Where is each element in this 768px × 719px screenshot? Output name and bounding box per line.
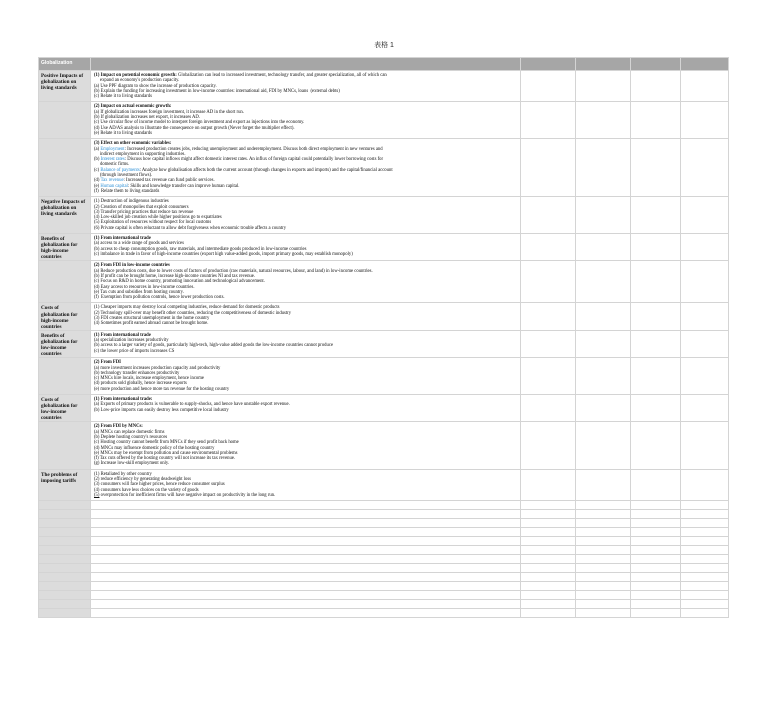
- empty-cell[interactable]: [631, 303, 681, 330]
- empty-cell[interactable]: [521, 303, 576, 330]
- list-item: (b) Explain the funding for increasing investment in low-income countries: international aid, FDI by MNCs, loans (external debts): [94, 88, 340, 94]
- section-heading: (1) From international trade: [94, 332, 151, 338]
- empty-cell[interactable]: [576, 261, 631, 303]
- list-item: (b) If profit can be brought home, increase high-income countries NI and tax revenue.: [94, 273, 256, 279]
- empty-cell[interactable]: [521, 609, 576, 618]
- empty-cell[interactable]: [576, 600, 631, 609]
- spreadsheet-table[interactable]: [38, 57, 729, 618]
- empty-cell[interactable]: [681, 469, 729, 500]
- list-item: (d) products sold globally, hence increase exports: [94, 381, 187, 387]
- empty-cell[interactable]: [576, 197, 631, 234]
- empty-cell[interactable]: [521, 591, 576, 600]
- empty-cell[interactable]: [576, 395, 631, 422]
- list-item: (3) Transfer pricing practices that reduce tax revenue: [94, 209, 194, 215]
- empty-cell[interactable]: [681, 582, 729, 591]
- row-label-cell[interactable]: Benefits of globalization for low-income countries: [39, 330, 91, 357]
- empty-cell[interactable]: [631, 546, 681, 555]
- empty-cell[interactable]: [576, 71, 631, 102]
- empty-cell[interactable]: [576, 591, 631, 600]
- empty-cell[interactable]: [681, 510, 729, 519]
- list-item: (a) specialization increases productivity: [94, 338, 169, 344]
- section-heading: (2) Impact on actual economic growth:: [94, 104, 172, 110]
- list-item: (a) Reduce production costs, due to lower costs of factors of production (raw materials, natural resources, labour, and land) in low-income countries.: [94, 268, 373, 274]
- list-item: (e) Human capital: Skills and knowledge transfer can improve human capital.: [94, 183, 240, 189]
- row-label-cell[interactable]: Positive Impacts of globalization on living standards: [39, 71, 91, 102]
- list-item: indirect employment in supporting industries.: [100, 151, 186, 157]
- row-label-cell[interactable]: [39, 609, 91, 618]
- row-label-cell[interactable]: [39, 261, 91, 303]
- empty-row: [39, 546, 729, 555]
- empty-row: [39, 591, 729, 600]
- empty-row: [39, 501, 729, 510]
- empty-row: [39, 555, 729, 564]
- empty-cell[interactable]: [91, 600, 521, 609]
- header-cell[interactable]: Globalization: [39, 58, 91, 71]
- empty-cell[interactable]: [576, 510, 631, 519]
- list-item: (c) Relate it to living standards: [94, 94, 152, 100]
- list-item: (6) Private capital is often reluctant to allow debt forgiveness when economic trouble affects a country: [94, 225, 287, 231]
- list-item: (g) Increase low-skill employment only.: [94, 461, 170, 467]
- empty-cell[interactable]: [576, 234, 631, 261]
- list-item: (b) If globalization increases net export, it increases AD.: [94, 115, 200, 121]
- row-content-cell[interactable]: [91, 358, 521, 395]
- empty-cell[interactable]: [576, 102, 631, 139]
- table-row: [39, 102, 729, 139]
- empty-cell[interactable]: [521, 510, 576, 519]
- list-item: (1) Cheaper imports may destroy local competing industries, reduce demand for domestic products: [94, 305, 280, 311]
- empty-cell[interactable]: [631, 591, 681, 600]
- list-item: domestic firms.: [100, 162, 130, 168]
- row-content-cell[interactable]: [91, 469, 521, 500]
- list-item: (c) Use circular flow of income model to interpret foreign investment and export as injections into the economy.: [94, 120, 305, 126]
- row-content-cell[interactable]: [91, 102, 521, 139]
- row-label-cell[interactable]: [39, 519, 91, 528]
- empty-cell[interactable]: [91, 546, 521, 555]
- empty-cell[interactable]: [91, 528, 521, 537]
- row-label-cell[interactable]: Benefits of globalization for high-income countries: [39, 234, 91, 261]
- list-item: (e) more production and hence more tax revenue for the hosting country: [94, 386, 230, 392]
- empty-cell[interactable]: [631, 139, 681, 197]
- empty-cell[interactable]: [631, 528, 681, 537]
- empty-cell[interactable]: [631, 71, 681, 102]
- empty-cell[interactable]: [521, 422, 576, 469]
- empty-cell[interactable]: [91, 573, 521, 582]
- list-item: (2) Technology spill-over may benefit other countries, reducing the competitiveness of domestic industry: [94, 310, 292, 316]
- section-heading: (3) Effect on other economic variables:: [94, 141, 172, 147]
- row-content-cell[interactable]: [91, 234, 521, 261]
- empty-cell[interactable]: [681, 197, 729, 234]
- empty-cell[interactable]: [681, 102, 729, 139]
- empty-cell[interactable]: [576, 609, 631, 618]
- list-item: (5) overprotection for inefficient firms will have negative impact on productivity in the long run.: [94, 492, 276, 498]
- list-item: expand an economy's production capacity.: [100, 78, 180, 84]
- empty-cell[interactable]: [631, 501, 681, 510]
- empty-cell[interactable]: [681, 358, 729, 395]
- list-item: (c) the lower price of imports increases CS: [94, 348, 175, 354]
- table-row: [39, 139, 729, 197]
- section-heading: (1) From international trade: [94, 236, 151, 242]
- empty-cell[interactable]: [631, 469, 681, 500]
- row-content-cell[interactable]: [91, 303, 521, 330]
- section-heading: (1) Impact on potential economic growth: Globalization can lead to increased investment, technology transfer, and greater specialization, all of which can: [94, 73, 387, 78]
- list-item: (d) Use AD/AS analysis to illustrate the consequence on output growth (Never forget the multiplier effect).: [94, 125, 295, 131]
- empty-cell[interactable]: [576, 501, 631, 510]
- empty-cell[interactable]: [521, 519, 576, 528]
- row-label-cell[interactable]: [39, 139, 91, 197]
- empty-cell[interactable]: [631, 600, 681, 609]
- empty-cell[interactable]: [521, 261, 576, 303]
- empty-cell[interactable]: [681, 573, 729, 582]
- row-label-cell[interactable]: [39, 510, 91, 519]
- empty-cell[interactable]: [576, 303, 631, 330]
- empty-cell[interactable]: [521, 330, 576, 357]
- empty-cell[interactable]: [681, 528, 729, 537]
- empty-row: [39, 510, 729, 519]
- list-item: (a) MNCs can replace domestic firms: [94, 429, 165, 435]
- row-content-cell[interactable]: [91, 330, 521, 357]
- empty-cell[interactable]: [681, 139, 729, 197]
- row-content-cell[interactable]: [91, 261, 521, 303]
- empty-row: [39, 564, 729, 573]
- empty-cell[interactable]: [681, 537, 729, 546]
- empty-row: [39, 609, 729, 618]
- empty-cell[interactable]: [521, 197, 576, 234]
- section-heading: (2) From FDI in low-income countries: [94, 263, 170, 269]
- table-row: [39, 469, 729, 500]
- empty-cell[interactable]: [576, 537, 631, 546]
- empty-cell[interactable]: [681, 609, 729, 618]
- row-label-cell[interactable]: The problems of imposing tariffs: [39, 469, 91, 500]
- list-item: (f) Tax cuts offered by the hosting country will not increase its tax revenue.: [94, 456, 236, 462]
- empty-cell[interactable]: [91, 591, 521, 600]
- empty-cell[interactable]: [521, 537, 576, 546]
- row-label-cell[interactable]: [39, 555, 91, 564]
- empty-cell[interactable]: [681, 71, 729, 102]
- empty-cell[interactable]: [631, 519, 681, 528]
- empty-cell[interactable]: [681, 564, 729, 573]
- list-item: (e) Relate it to living standards: [94, 130, 152, 136]
- empty-cell[interactable]: [681, 555, 729, 564]
- empty-cell[interactable]: [681, 330, 729, 357]
- empty-cell[interactable]: [91, 501, 521, 510]
- empty-row: [39, 519, 729, 528]
- row-label-cell[interactable]: [39, 358, 91, 395]
- empty-cell[interactable]: [521, 139, 576, 197]
- list-item: (5) Exploitation of resources without respect for local customs: [94, 220, 212, 226]
- empty-cell[interactable]: [576, 546, 631, 555]
- empty-cell[interactable]: [631, 573, 681, 582]
- section-heading: (2) From FDI by MNCs:: [94, 424, 143, 430]
- empty-cell[interactable]: [631, 102, 681, 139]
- empty-cell[interactable]: [521, 395, 576, 422]
- empty-cell[interactable]: [681, 261, 729, 303]
- row-label-cell[interactable]: [39, 582, 91, 591]
- table-row: [39, 358, 729, 395]
- list-item: (d) Easy access to resources in low-income countries.: [94, 284, 195, 290]
- table-row: [39, 71, 729, 102]
- empty-cell[interactable]: [631, 234, 681, 261]
- empty-cell[interactable]: [631, 261, 681, 303]
- empty-cell[interactable]: [631, 609, 681, 618]
- list-item: (through investment flows).: [100, 173, 153, 179]
- empty-cell[interactable]: [631, 510, 681, 519]
- row-label-cell[interactable]: [39, 102, 91, 139]
- list-item: (3) consumers will face higher prices, hence reduce consumer surplus: [94, 482, 225, 488]
- list-item: (f) Relate them to living standards: [94, 188, 160, 194]
- empty-cell[interactable]: [521, 234, 576, 261]
- list-item: (e) MNCs may be exempt from pollution and cause environmental problems: [94, 450, 238, 456]
- list-item: (b) Low-price imports can easily destroy less competitive local industry: [94, 407, 229, 413]
- list-item: (2) reduce efficiency by generating deadweight loss: [94, 477, 192, 483]
- list-item: (a) Exports of primary products is vulnerable to supply-shocks, and hence have unstable export revenue.: [94, 402, 290, 408]
- empty-cell[interactable]: [576, 555, 631, 564]
- empty-cell[interactable]: [521, 358, 576, 395]
- empty-cell[interactable]: [681, 395, 729, 422]
- list-item: (2) Creation of monopolies that exploit consumers: [94, 204, 189, 210]
- empty-cell[interactable]: [631, 395, 681, 422]
- empty-cell[interactable]: [681, 303, 729, 330]
- row-label-cell[interactable]: [39, 573, 91, 582]
- empty-cell[interactable]: [681, 519, 729, 528]
- empty-cell[interactable]: [681, 234, 729, 261]
- row-label-cell[interactable]: [39, 591, 91, 600]
- empty-cell[interactable]: [631, 197, 681, 234]
- empty-cell[interactable]: [521, 573, 576, 582]
- list-item: (a) Employment: Increased production creates jobs, reducing unemployment and underemployment. Discuss both direct employment in new ventures and: [94, 146, 383, 152]
- header-row: [39, 58, 729, 71]
- empty-cell[interactable]: [521, 582, 576, 591]
- empty-cell[interactable]: [681, 501, 729, 510]
- empty-cell[interactable]: [521, 564, 576, 573]
- section-heading: (1) From international trade:: [94, 397, 153, 402]
- empty-cell[interactable]: [576, 330, 631, 357]
- table-row: [39, 395, 729, 422]
- list-item: (a) access to a wide range of goods and services: [94, 241, 184, 247]
- empty-row: [39, 528, 729, 537]
- empty-cell[interactable]: [631, 422, 681, 469]
- empty-cell[interactable]: [576, 469, 631, 500]
- empty-cell[interactable]: [631, 555, 681, 564]
- row-label-cell[interactable]: [39, 528, 91, 537]
- header-cell-empty[interactable]: [521, 58, 576, 71]
- empty-cell[interactable]: [631, 330, 681, 357]
- empty-cell[interactable]: [91, 582, 521, 591]
- row-label-cell[interactable]: [39, 546, 91, 555]
- list-item: (b) Interest rates: Discuss how capital inflows might affect domestic interest rates. An influx of foreign capital could potentially lower borrowing costs for: [94, 157, 384, 163]
- empty-cell[interactable]: [681, 422, 729, 469]
- list-item: (4) Low-skilled job creation while higher positions go to expatriates: [94, 215, 222, 221]
- row-label-cell[interactable]: [39, 501, 91, 510]
- empty-cell[interactable]: [681, 546, 729, 555]
- empty-cell[interactable]: [91, 519, 521, 528]
- empty-cell[interactable]: [91, 537, 521, 546]
- list-item: (4) Sometimes profit earned abroad cannot be brought home.: [94, 321, 209, 327]
- empty-cell[interactable]: [521, 469, 576, 500]
- empty-cell[interactable]: [681, 600, 729, 609]
- empty-cell[interactable]: [91, 510, 521, 519]
- header-cell-empty[interactable]: [576, 58, 631, 71]
- table-row: [39, 261, 729, 303]
- list-item: (a) If globalization increases foreign investment, it increase AD in the short run.: [94, 109, 244, 115]
- list-item: (b) technology transfer enhances productivity: [94, 370, 180, 376]
- row-label-cell[interactable]: [39, 537, 91, 546]
- list-item: (c) Balance of payments: Analyze how globalisation affects both the current account (through changes in exports and imports) and the capital/financial account: [94, 167, 393, 173]
- empty-cell[interactable]: [521, 600, 576, 609]
- table-row: [39, 422, 729, 469]
- empty-cell[interactable]: [576, 422, 631, 469]
- empty-cell[interactable]: [576, 582, 631, 591]
- row-label-cell[interactable]: [39, 564, 91, 573]
- list-item: (1) Retaliated by other country: [94, 471, 152, 477]
- list-item: (b) access to cheap consumption goods, raw materials, and intermediate goods produced in low-income countries: [94, 246, 307, 252]
- list-item: (b) Deplete hosting country's resources: [94, 434, 168, 440]
- row-label-cell[interactable]: [39, 600, 91, 609]
- empty-cell[interactable]: [631, 537, 681, 546]
- list-item: (c) Focus on R&D in home country, promoting innovation and technological advancement.: [94, 279, 265, 285]
- row-label-cell[interactable]: [39, 422, 91, 469]
- empty-cell[interactable]: [91, 609, 521, 618]
- empty-cell[interactable]: [521, 102, 576, 139]
- empty-cell[interactable]: [631, 564, 681, 573]
- list-item: (d) MNCs may influence domestic policy of the hosting country: [94, 445, 215, 451]
- row-label-cell[interactable]: Costs of globalization for high-income countries: [39, 303, 91, 330]
- header-cell-empty[interactable]: [681, 58, 729, 71]
- empty-cell[interactable]: [631, 582, 681, 591]
- list-item: (c) imbalance in trade in favor of high-income countries (export high value-added goods, import primary goods, may establish monopoly): [94, 251, 353, 257]
- list-item: (1) Destruction of indigenous industries: [94, 199, 169, 205]
- empty-row: [39, 600, 729, 609]
- section-heading: (2) From FDI: [94, 360, 121, 366]
- empty-cell[interactable]: [521, 528, 576, 537]
- list-item: (a) more investment increases production capacity and productivity: [94, 365, 221, 371]
- row-label-cell[interactable]: Negative Impacts of globalization on living standards: [39, 197, 91, 234]
- header-cell-empty[interactable]: [91, 58, 521, 71]
- empty-cell[interactable]: [576, 564, 631, 573]
- header-cell-empty[interactable]: [631, 58, 681, 71]
- empty-cell[interactable]: [576, 519, 631, 528]
- list-item: (c) Hosting country cannot benefit from MNCs if they send profit back home: [94, 440, 239, 446]
- sheet-title: 表格 1: [374, 42, 394, 49]
- list-item: (d) Tax revenue: Increased tax revenue can fund public services.: [94, 178, 215, 184]
- empty-cell[interactable]: [521, 501, 576, 510]
- empty-cell[interactable]: [576, 139, 631, 197]
- table-row: [39, 197, 729, 234]
- list-item: (4) consumers have less choices on the variety of goods: [94, 487, 199, 493]
- list-item: (b) access to a larger variety of goods, particularly high-tech, high-value added goods the low-income countries cannot produce: [94, 343, 334, 349]
- list-item: (f) Exemption from pollution controls, hence lower production costs.: [94, 295, 225, 301]
- empty-cell[interactable]: [521, 555, 576, 564]
- row-content-cell[interactable]: [91, 395, 521, 422]
- list-item: (a) Use PPF diagram to show the increase of production capacity.: [94, 83, 217, 89]
- empty-cell[interactable]: [91, 564, 521, 573]
- empty-row: [39, 537, 729, 546]
- row-content-cell[interactable]: [91, 197, 521, 234]
- table-row: [39, 330, 729, 357]
- list-item: (3) FDI creates structural unemployment in the home country: [94, 316, 210, 322]
- row-content-cell[interactable]: [91, 139, 521, 197]
- empty-cell[interactable]: [91, 555, 521, 564]
- empty-cell[interactable]: [521, 71, 576, 102]
- empty-cell[interactable]: [631, 358, 681, 395]
- empty-row: [39, 573, 729, 582]
- table-row: [39, 303, 729, 330]
- list-item: (e) Tax cuts and subsidies from hosting country.: [94, 289, 184, 295]
- empty-cell[interactable]: [576, 528, 631, 537]
- empty-cell[interactable]: [576, 358, 631, 395]
- table-row: [39, 234, 729, 261]
- row-content-cell[interactable]: [91, 71, 521, 102]
- empty-cell[interactable]: [681, 591, 729, 600]
- list-item: (c) MNCs hire locals, increase employment, hence income: [94, 376, 204, 382]
- empty-cell[interactable]: [521, 546, 576, 555]
- empty-row: [39, 582, 729, 591]
- row-content-cell[interactable]: [91, 422, 521, 469]
- empty-cell[interactable]: [576, 573, 631, 582]
- row-label-cell[interactable]: Costs of globalization for low-income countries: [39, 395, 91, 422]
